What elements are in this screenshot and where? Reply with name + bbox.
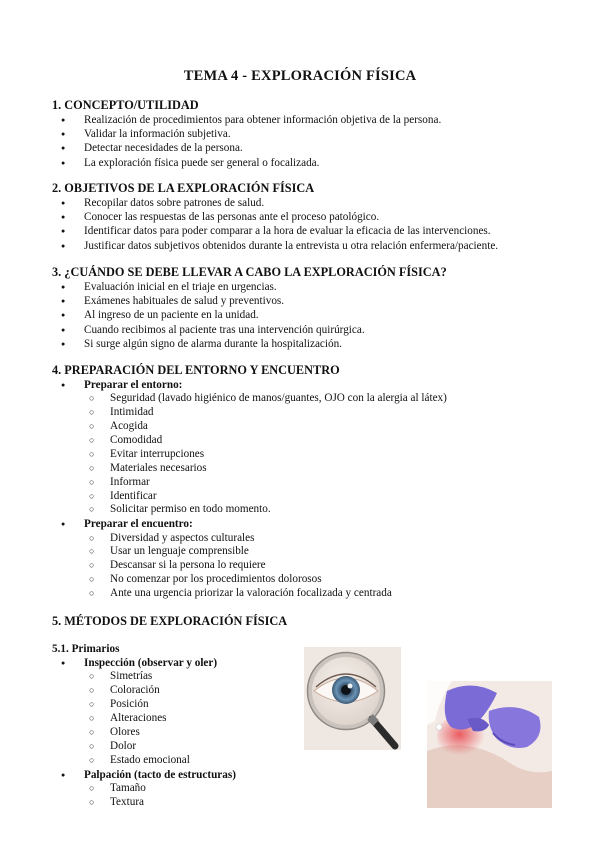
sub-list-item: ○ Usar un lenguaje comprensible	[84, 545, 552, 559]
bullet-list	[52, 378, 552, 601]
page-title: TEMA 4 - EXPLORACIÓN FÍSICA	[183, 68, 417, 84]
group-label: Preparar el encuentro:	[84, 518, 193, 531]
section-heading: 4. PREPARACIÓN DEL ENTORNO Y ENCUENTRO	[52, 363, 340, 377]
section-concepto	[52, 98, 552, 170]
list-item: ● Validar la información subjetiva.	[52, 127, 552, 141]
sub-list-item: ○ Diversidad y aspectos culturales	[84, 532, 552, 546]
section-preparacion	[52, 363, 552, 601]
sub-list-item: ○ Alteraciones	[84, 712, 552, 726]
list-item: ● Identificar datos para poder comparar a la hora de evaluar la eficacia de las intervenciones.	[52, 224, 552, 238]
section-heading: 2. OBJETIVOS DE LA EXPLORACIÓN FÍSICA	[52, 181, 315, 195]
list-item: ● Detectar necesidades de la persona.	[52, 141, 552, 155]
sub-list-item: ○ Solicitar permiso en todo momento.	[84, 503, 552, 517]
group-label: Palpación (tacto de estructuras)	[84, 768, 236, 781]
sub-list-item: ○ Informar	[84, 476, 552, 490]
gloved-hands-illustration	[427, 681, 552, 808]
sub-list-item: ○ No comenzar por los procedimientos dolorosos	[84, 573, 552, 587]
subsection-heading: 5.1. Primarios	[52, 643, 120, 655]
sub-list-item: ○ Textura	[84, 796, 552, 810]
list-item: ● Cuando recibimos al paciente tras una intervención quirúrgica.	[52, 323, 552, 337]
list-item: ● Justificar datos subjetivos obtenidos durante la entrevista u otra relación enfermera/paciente.	[52, 239, 552, 253]
sub-list-item: ○ Tamaño	[84, 782, 552, 796]
sub-list-item: ○ Materiales necesarios	[84, 462, 552, 476]
sub-list	[84, 532, 552, 602]
list-item: ● Si surge algún signo de alarma durante la hospitalización.	[52, 337, 552, 351]
sub-list-item: ○ Simetrías	[84, 670, 552, 684]
section-cuando	[52, 265, 552, 351]
list-item-group	[52, 378, 552, 517]
section-objetivos	[52, 181, 552, 253]
section-heading: 1. CONCEPTO/UTILIDAD	[52, 98, 199, 112]
sub-list-item: ○ Descansar si la persona lo requiere	[84, 559, 552, 573]
section-heading: 5. MÉTODOS DE EXPLORACIÓN FÍSICA	[52, 614, 288, 628]
sub-list-item: ○ Ante una urgencia priorizar la valoración focalizada y centrada	[84, 587, 552, 601]
sub-list-item: ○ Intimidad	[84, 406, 552, 420]
sub-list-item: ○ Dolor	[84, 740, 552, 754]
list-item: ● Realización de procedimientos para obtener información objetiva de la persona.	[52, 113, 552, 127]
list-item: ● Exámenes habituales de salud y preventivos.	[52, 294, 552, 308]
sub-list-item: ○ Evitar interrupciones	[84, 448, 552, 462]
sub-list-item: ○ Coloración	[84, 684, 552, 698]
sub-list-item: ○ Identificar	[84, 490, 552, 504]
bullet-list	[52, 280, 552, 351]
list-item-group	[52, 517, 552, 601]
sub-list-item: ○ Posición	[84, 698, 552, 712]
bullet-list	[52, 196, 552, 253]
list-item: ● La exploración física puede ser general o focalizada.	[52, 156, 552, 170]
sub-list-item: ○ Seguridad (lavado higiénico de manos/guantes, OJO con la alergia al látex)	[84, 392, 552, 406]
sub-list-item: ○ Olores	[84, 726, 552, 740]
sub-list-item: ○ Comodidad	[84, 434, 552, 448]
section-heading: 3. ¿CUÁNDO SE DEBE LLEVAR A CABO LA EXPLORACIÓN FÍSICA?	[52, 265, 447, 279]
list-item: ● Evaluación inicial en el triaje en urgencias.	[52, 280, 552, 294]
sub-list-item: ○ Acogida	[84, 420, 552, 434]
eye-magnifier-illustration	[304, 647, 401, 750]
list-item: ● Conocer las respuestas de las personas ante el proceso patológico.	[52, 210, 552, 224]
eye-magnifier-image	[304, 647, 401, 750]
sub-list-item: ○ Estado emocional	[84, 754, 552, 768]
group-label: Inspección (observar y oler)	[84, 657, 218, 670]
list-item: ● Recopilar datos sobre patrones de salud.	[52, 196, 552, 210]
list-item: ● Al ingreso de un paciente en la unidad.	[52, 308, 552, 322]
sub-list	[84, 392, 552, 517]
gloved-hands-image	[427, 681, 552, 808]
group-label: Preparar el entorno:	[84, 379, 183, 391]
bullet-list	[52, 113, 552, 170]
